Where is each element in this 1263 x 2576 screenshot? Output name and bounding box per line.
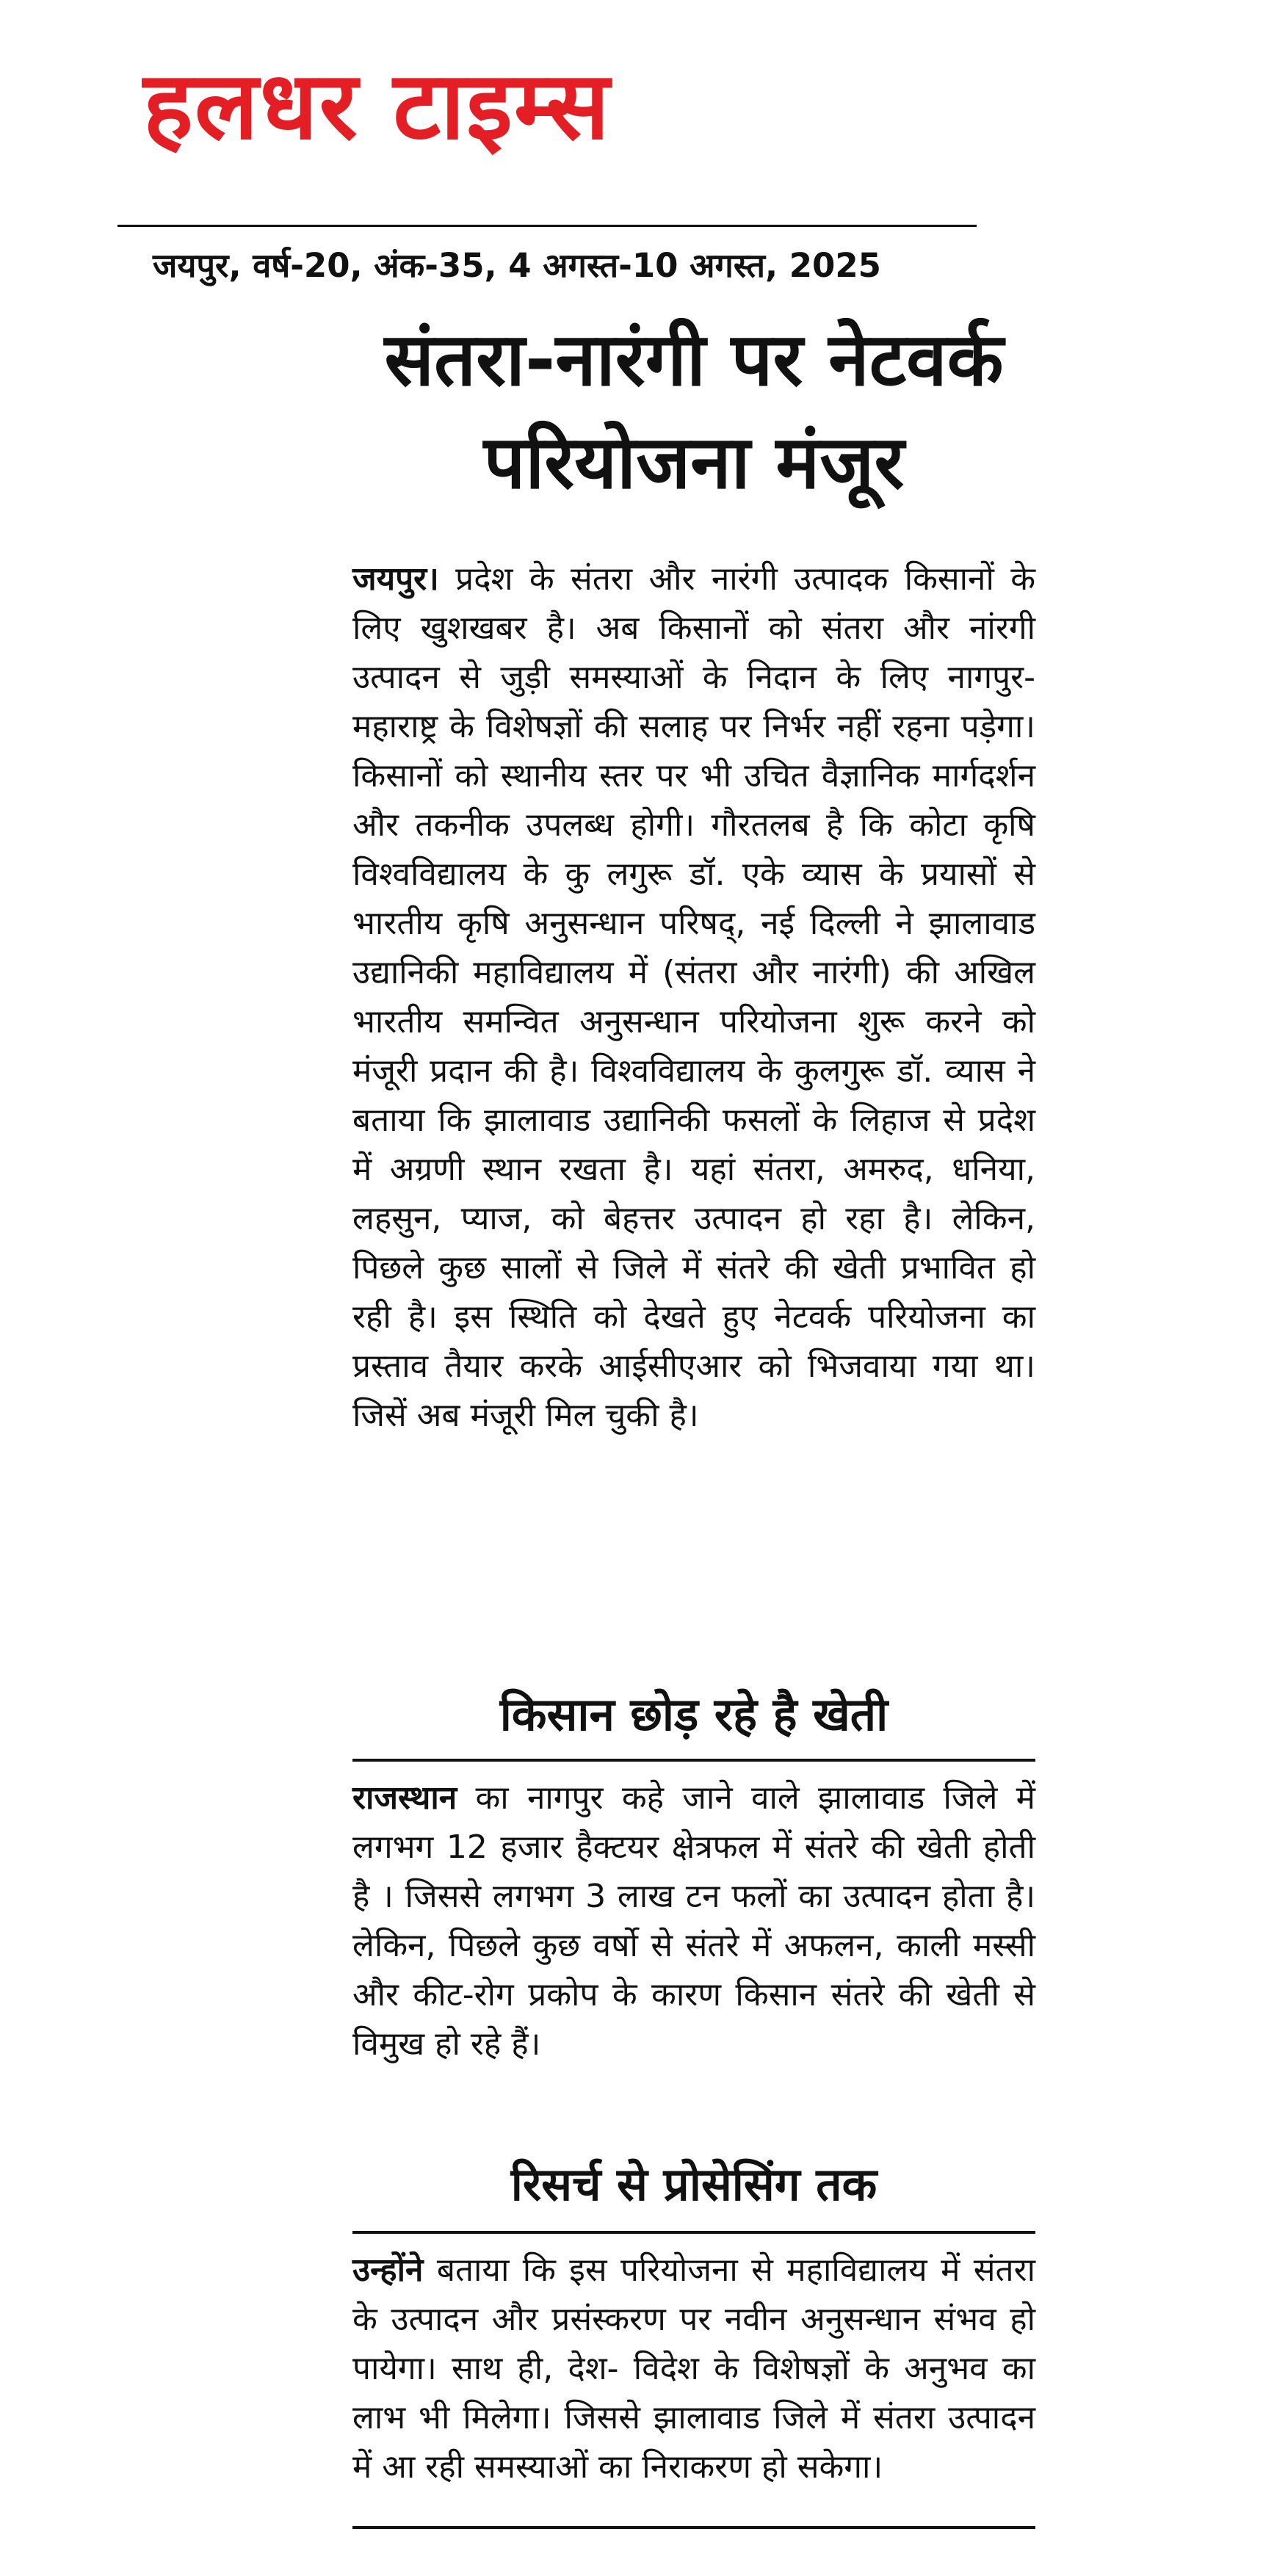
article-paragraph-2 <box>352 1773 1035 2069</box>
article-headline <box>352 308 1035 514</box>
section-divider-1 <box>352 1759 1035 1762</box>
paragraph-1-text: प्रदेश के संतरा और नारंगी उत्पादक किसानों के लिए खुशखबर है। अब किसानों को संतरा और नांरगी उत्पादन से जुड़ी समस्याओं के निदान के लिए नागपुर-महाराष्ट्र के विशेषज्ञों की सलाह पर निर्भर नहीं रहना पड़ेगा। किसानों को स्थानीय स्तर पर भी उचित वैज्ञानिक मार्गदर्शन और तकनीक उपलब्ध होगी। गौरतलब है कि कोटा कृषि विश्वविद्यालय के कु लगुरू डॉ. एके व्यास के प्रयासों से भारतीय कृषि अनुसन्धान परिषद्, नई दिल्ली ने झालावाड उद्यानिकी महाविद्यालय में (संतरा और नारंगी) की अखिल भारतीय समन्वित अनुसन्धान परियोजना शुरू करने को मंजूरी प्रदान की है। विश्वविद्यालय के कुलगुरू डॉ. व्यास ने बताया कि झालावाड उद्यानिकी फसलों के लिहाज से प्रदेश में अग्रणी स्थान रखता है। यहां संतरा, अमरुद, धनिया, लहसुन, प्याज, को बेहत्तर उत्पादन हो रहा है। लेकिन, पिछले कुछ सालों से जिले में संतरे की खेती प्रभावित हो रही है। इस स्थिति को देखते हुए नेटवर्क परियोजना का प्रस्ताव तैयार करके आईसीएआर को भिजवाया गया था। जिसें अब मंजूरी मिल चुकी है। <box>352 560 1035 1434</box>
paragraph-2-text: का नागपुर कहे जाने वाले झालावाड जिले में लगभग 12 हजार हैक्टयर क्षेत्रफल में संतरे की खेती होती है । जिससे लगभग 3 लाख टन फलों का उत्पादन होता है। लेकिन, पिछले कुछ वर्षो से संतरे में अफलन, काली मस्सी और कीट-रोग प्रकोप के कारण किसान संतरे की खेती से विमुख हो रहे हैं। <box>352 1779 1035 2063</box>
article-paragraph-1 <box>352 554 1035 1440</box>
paragraph-1-lead: जयपुर। <box>352 560 439 598</box>
article <box>352 308 1035 2486</box>
masthead-divider <box>117 225 977 227</box>
paragraph-2-lead: राजस्थान <box>352 1779 457 1817</box>
paragraph-3-lead: उन्होंने <box>352 2251 424 2289</box>
headline-line-2: परियोजना मंजूर <box>483 419 905 505</box>
edition-dateline: जयपुर, वर्ष-20, अंक-35, 4 अगस्त-10 अगस्त, 2025 <box>153 246 881 285</box>
paragraph-3-text: बताया कि इस परियोजना से महाविद्यालय में संतरा के उत्पादन और प्रसंस्करण पर नवीन अनुसन्धान संभव हो पायेगा। साथ ही, देश- विदेश के विशेषज्ञों के अनुभव का लाभ भी मिलेगा। जिससे झालावाड जिले में संतरा उत्पादन में आ रही समस्याओं का निराकरण हो सकेगा। <box>352 2251 1035 2486</box>
headline-line-1: संतरा-नारंगी पर नेटवर्क <box>384 316 1004 402</box>
subheading-2: रिसर्च से प्रोसेसिंग तक <box>510 2157 877 2211</box>
article-end-divider <box>352 2526 1035 2529</box>
subheading-1: किसान छोड़ रहे है खेती <box>499 1687 889 1741</box>
article-paragraph-3 <box>352 2246 1035 2492</box>
section-divider-2 <box>352 2231 1035 2234</box>
masthead <box>110 51 977 285</box>
newspaper-title: हलधर टाइम्स <box>143 51 612 161</box>
